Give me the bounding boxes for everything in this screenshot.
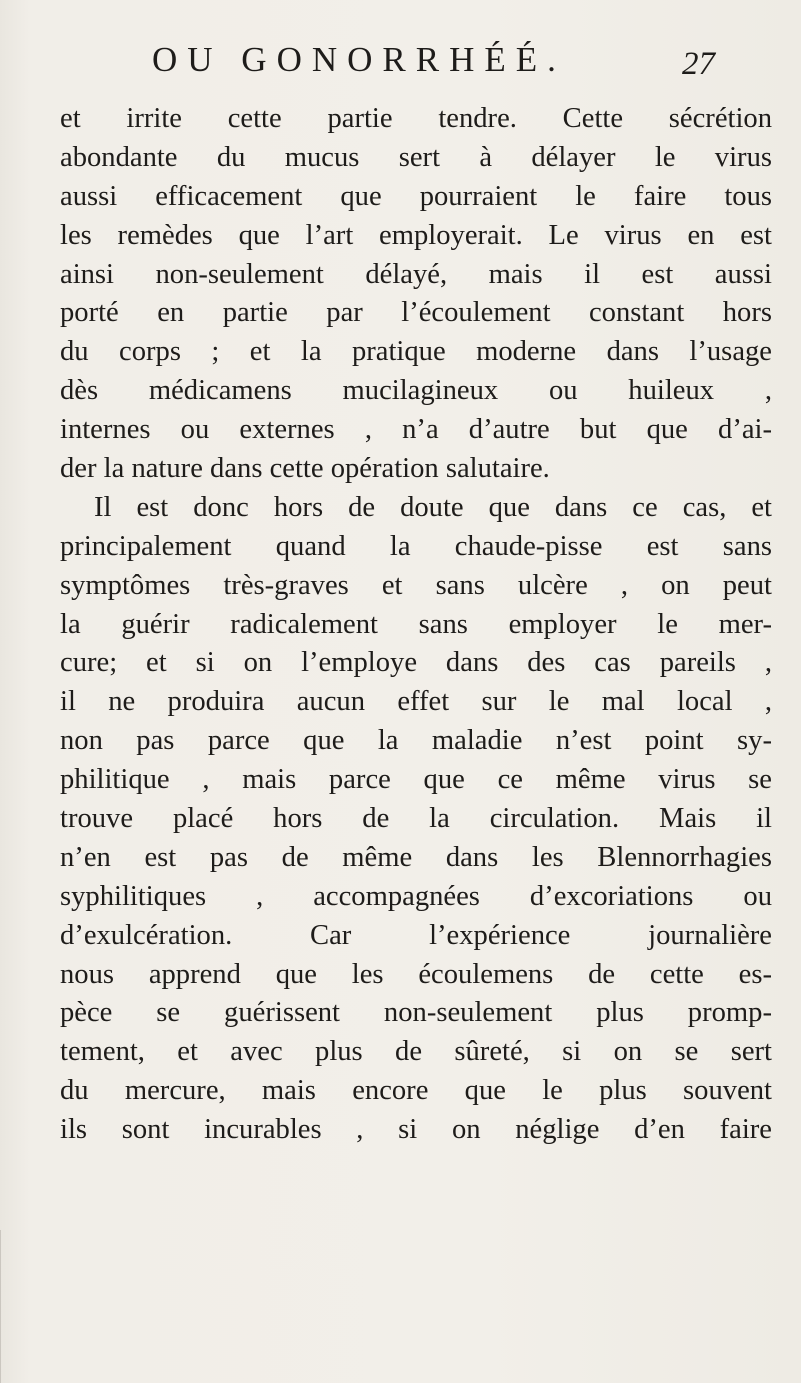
text-line: pèce se guérissent non-seulement plus promp-	[60, 997, 772, 1029]
running-title: OU GONORRHÉÉ.	[152, 40, 566, 79]
text-line: abondante du mucus sert à délayer le virus	[60, 141, 772, 173]
text-line: porté en partie par l’écoulement constant hors	[60, 297, 772, 329]
text-line: ils sont incurables , si on néglige d’en faire	[60, 1114, 772, 1146]
text-line: principalement quand la chaude-pisse est sans	[60, 530, 772, 562]
text-line: n’en est pas de même dans les Blennorrhagies	[60, 841, 772, 873]
text-line: et irrite cette partie tendre. Cette sécrétion	[60, 103, 772, 134]
page-number: 27	[682, 46, 715, 82]
text-line: der la nature dans cette opération salutaire.	[60, 453, 550, 485]
text-line: cure; et si on l’employe dans des cas pareils ,	[60, 647, 772, 679]
text-line: d’exulcération. Car l’expérience journalière	[60, 919, 772, 951]
page-header	[0, 38, 801, 90]
text-line: du corps ; et la pratique moderne dans l’usage	[60, 336, 772, 368]
text-line: internes ou externes , n’a d’autre but que d’ai-	[60, 414, 772, 446]
text-line: philitique , mais parce que ce même virus se	[60, 764, 772, 796]
text-line: syphilitiques , accompagnées d’excoriations ou	[60, 880, 772, 912]
text-line: trouve placé hors de la circulation. Mais il	[60, 803, 772, 835]
text-line: dès médicamens mucilagineux ou huileux ,	[60, 375, 772, 407]
text-line: aussi efficacement que pourraient le faire tous	[60, 180, 772, 212]
text-line: du mercure, mais encore que le plus souvent	[60, 1075, 772, 1107]
body-text	[60, 100, 772, 1150]
text-line: les remèdes que l’art employerait. Le virus en est	[60, 219, 772, 251]
text-line: tement, et avec plus de sûreté, si on se sert	[60, 1036, 772, 1068]
text-line: ainsi non-seulement délayé, mais il est aussi	[60, 258, 772, 290]
text-line: il ne produira aucun effet sur le mal local ,	[60, 686, 772, 718]
page-edge-shadow	[0, 1230, 11, 1383]
text-line: non pas parce que la maladie n’est point sy-	[60, 725, 772, 757]
text-line: symptômes très-graves et sans ulcère , on peut	[60, 569, 772, 601]
text-line: la guérir radicalement sans employer le mer-	[60, 608, 772, 640]
paragraph-start-line: Il est donc hors de doute que dans ce cas, et	[94, 491, 772, 523]
text-line: nous apprend que les écoulemens de cette es-	[60, 958, 772, 990]
